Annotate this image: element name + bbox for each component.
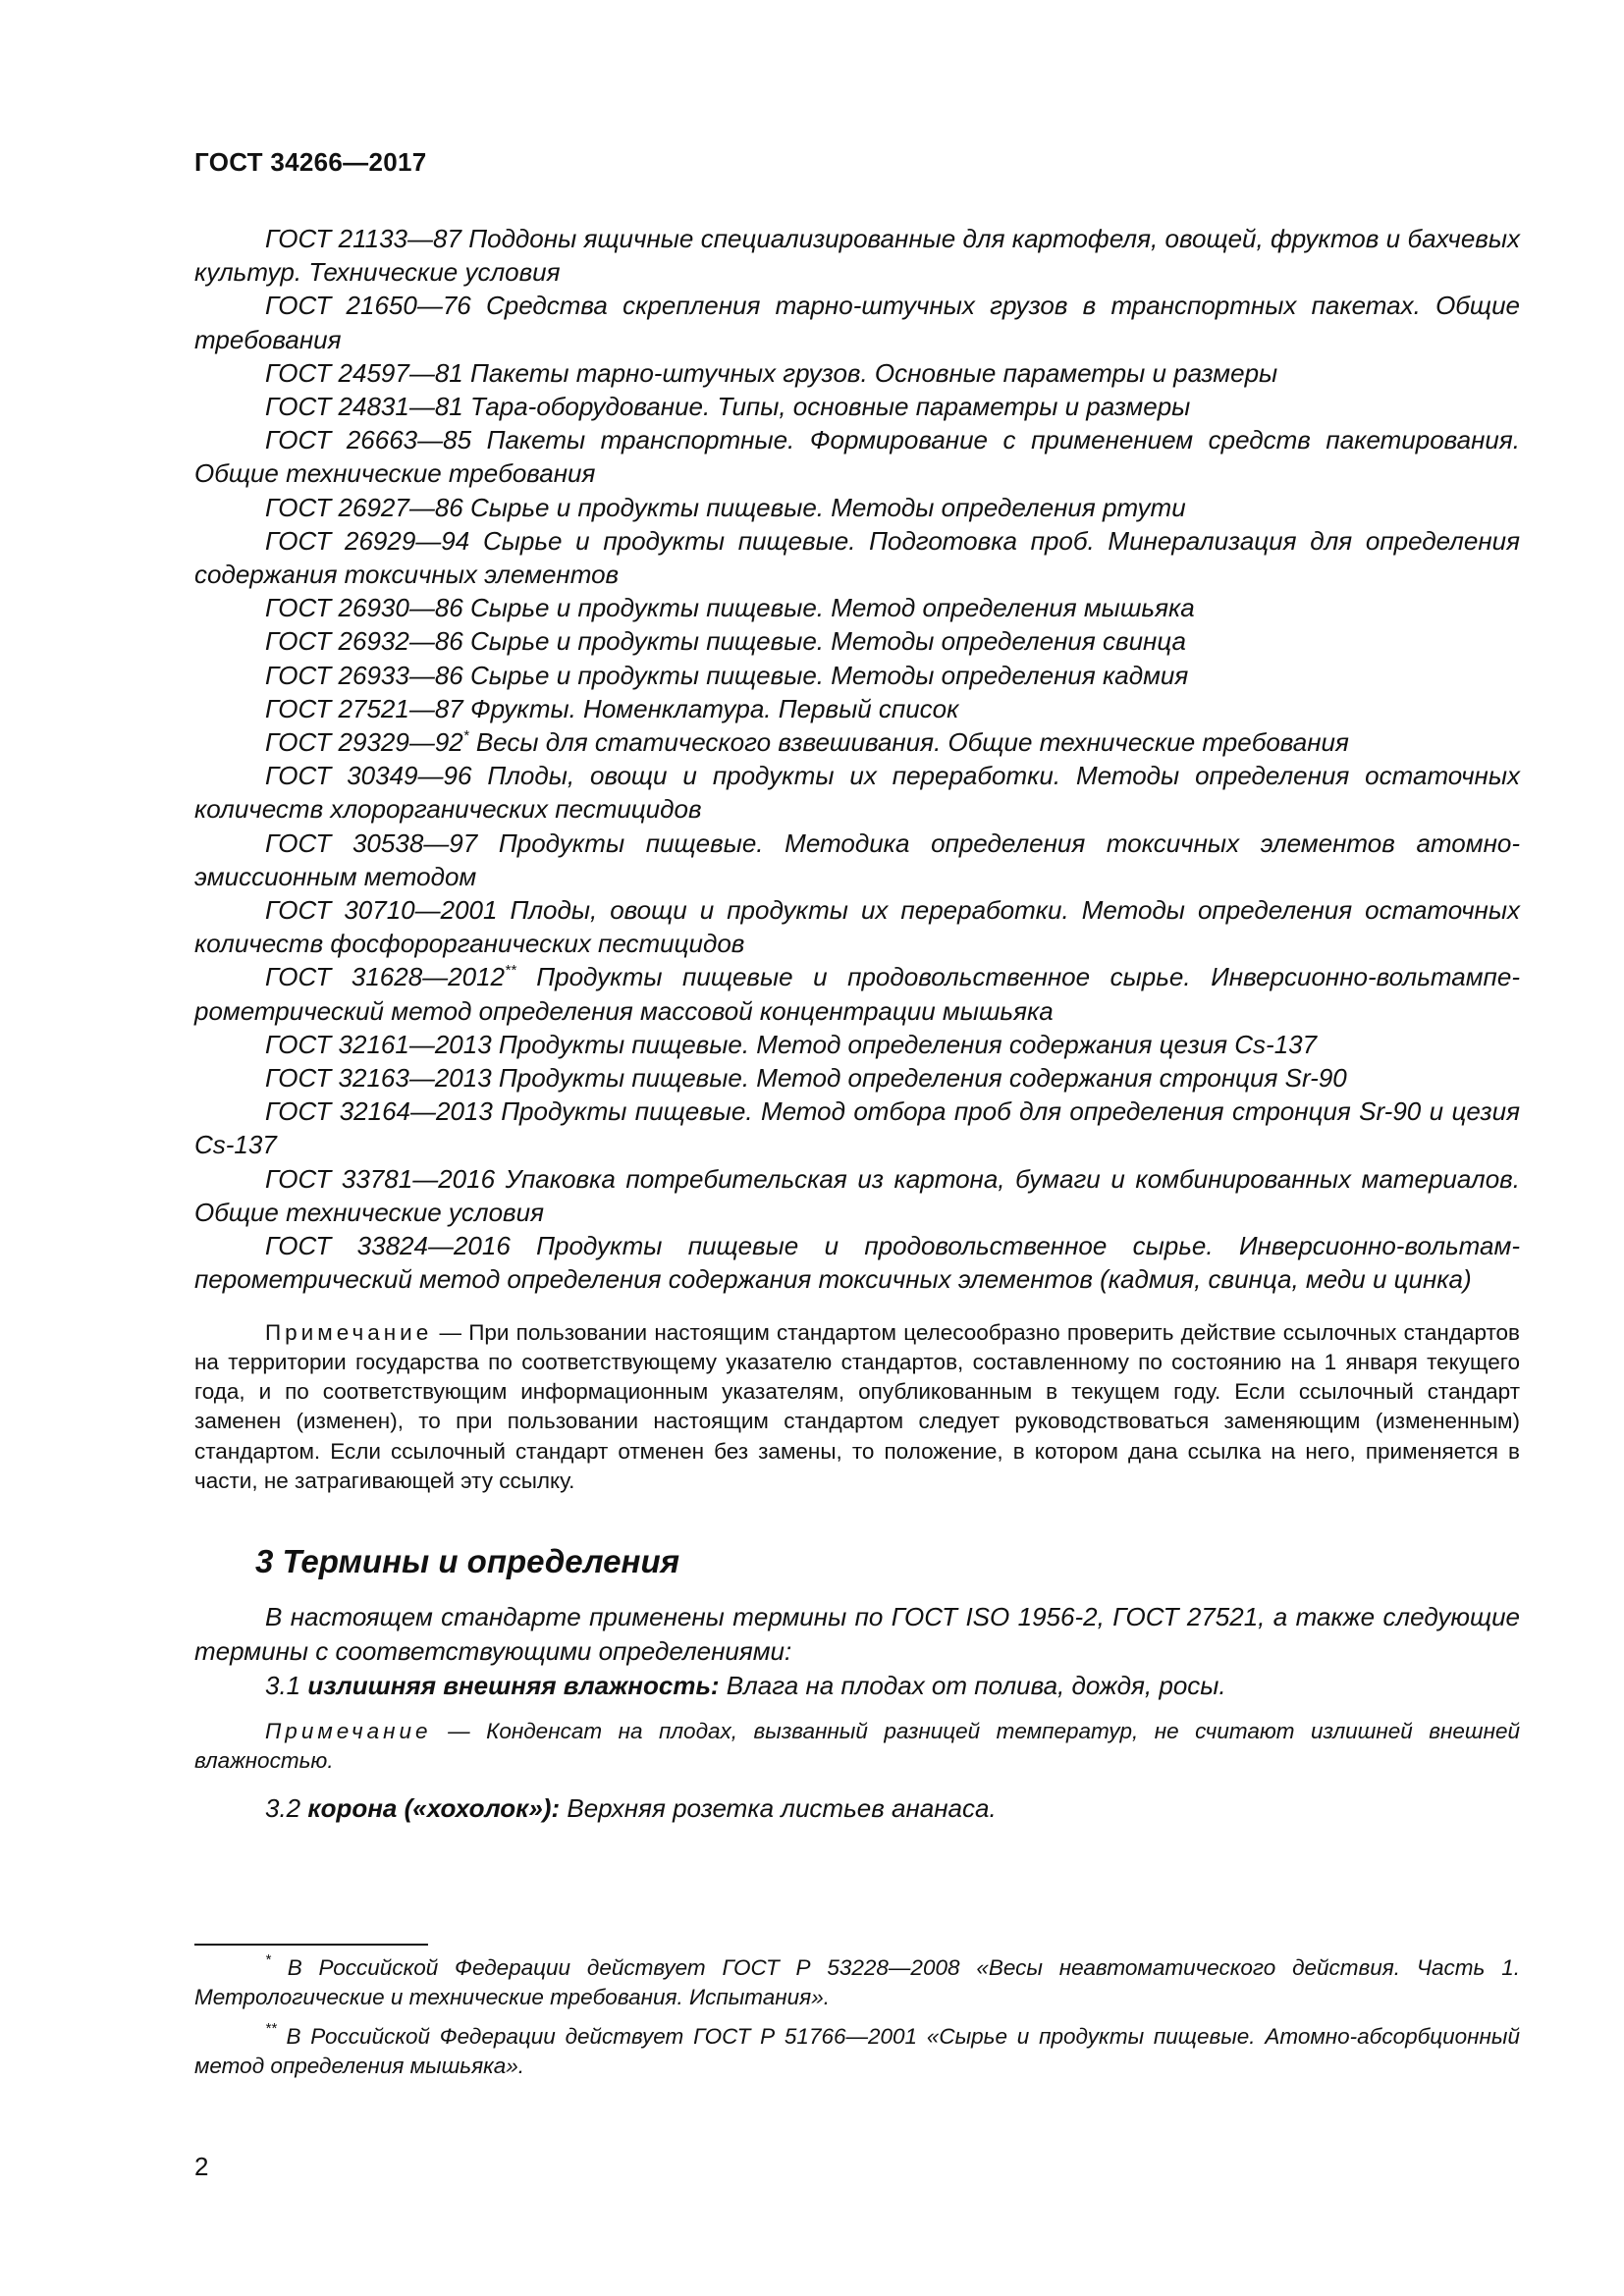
- reference-item: [194, 356, 1520, 390]
- footnote-marker: *: [462, 727, 469, 745]
- note-text: — При пользовании настоящим стандартом целесообразно проверить действие ссылочных стандартов на территории государства по соответствующему указателю стандартов, составленному по состоянию на 1 января текущего года, и по соответствующим информационным указателям, опубликованным в текущем году. Если ссылочный стандарт заменен (изменен), то при пользовании настоящим стандартом следует руководствоваться заменяющим (измененным) стандартом. Если ссылочный стандарт отменен без замены, то положение, в котором дана ссылка на него, применяется в части, не затрагивающей эту ссылку.: [194, 1319, 1520, 1493]
- reference-code: ГОСТ 26663—85: [265, 425, 472, 455]
- reference-code: ГОСТ 26929—94: [265, 525, 470, 556]
- term-number: 3.1: [265, 1671, 301, 1701]
- reference-code: ГОСТ 26933—86: [265, 660, 463, 690]
- reference-title: Продукты пищевые и продовольственное сырье. Инверсионно-вольтамперометрический метод определения массовой концентрации мышьяка: [194, 962, 1520, 1026]
- reference-item: [194, 491, 1520, 524]
- footnote-item: [194, 1953, 1520, 2012]
- reference-item: [194, 759, 1520, 826]
- reference-title: Продукты пищевые. Метод отбора проб для определения стронция Sr-90 и цезия Cs-137: [194, 1096, 1520, 1160]
- footnote-divider: [194, 1944, 428, 1946]
- term-name: корона («хохолок»):: [307, 1793, 561, 1824]
- reference-item: [194, 591, 1520, 624]
- footnote-mark: *: [265, 1951, 271, 1968]
- reference-title: Сырье и продукты пищевые. Метод определения мышьяка: [469, 593, 1195, 623]
- reference-item: [194, 659, 1520, 692]
- page-number: 2: [194, 2152, 209, 2181]
- reference-title: Тара-оборудование. Типы, основные параметры и размеры: [469, 392, 1191, 422]
- reference-title: Пакеты транспортные. Формирование с применением средств пакетирования. Общие технические требования: [194, 425, 1520, 489]
- reference-item: [194, 524, 1520, 591]
- term-3-2: [194, 1791, 1520, 1826]
- reference-item: [194, 624, 1520, 658]
- reference-title: Плоды, овощи и продукты их переработки. Методы определения остаточных количеств фосфорорганических пестицидов: [194, 895, 1520, 959]
- reference-title: Плоды, овощи и продукты их переработки. Методы определения остаточных количеств хлорорганических пестицидов: [194, 761, 1520, 825]
- reference-item: [194, 1162, 1520, 1229]
- term-name: излишняя внешняя влажность:: [307, 1671, 720, 1701]
- reference-title: Средства скрепления тарно-штучных грузов в транспортных пакетах. Общие требования: [194, 291, 1520, 354]
- reference-item: [194, 893, 1520, 960]
- reference-code: ГОСТ 21133—87: [265, 224, 461, 253]
- reference-item: [194, 1028, 1520, 1061]
- reference-code: ГОСТ 30538—97: [265, 828, 478, 858]
- reference-item: [194, 1095, 1520, 1161]
- reference-title: Сырье и продукты пищевые. Методы определения кадмия: [469, 660, 1189, 690]
- reference-code: ГОСТ 30710—2001: [265, 895, 498, 926]
- reference-title: Сырье и продукты пищевые. Методы определения ртути: [469, 492, 1186, 522]
- reference-code: ГОСТ 24597—81: [265, 357, 463, 388]
- reference-item: [194, 960, 1520, 1027]
- reference-title: Продукты пищевые. Метод определения содержания стронция Sr-90: [498, 1063, 1347, 1094]
- reference-title: Упаковка потребительская из картона, бумаги и комбинированных материалов. Общие технические условия: [194, 1163, 1520, 1227]
- reference-title: Фрукты. Номенклатура. Первый список: [469, 693, 959, 723]
- reference-title: Продукты пищевые. Метод определения содержания цезия Cs-137: [498, 1029, 1318, 1059]
- footnotes: [194, 1953, 1520, 2091]
- reference-code: ГОСТ 24831—81: [265, 392, 463, 422]
- note-label: Примечание: [265, 1719, 432, 1744]
- reference-code: ГОСТ 29329—92: [265, 727, 463, 758]
- reference-code: ГОСТ 32164—2013: [265, 1096, 493, 1127]
- reference-title: Сырье и продукты пищевые. Подготовка проб. Минерализация для определения содержания токсичных элементов: [194, 525, 1521, 590]
- reference-code: ГОСТ 26927—86: [265, 492, 463, 522]
- footnote-text: В Российской Федерации действует ГОСТ Р 51766—2001 «Сырье и продукты пищевые. Атомно-абсорбционный метод определения мышьяка».: [194, 2024, 1520, 2078]
- reference-title: Сырье и продукты пищевые. Методы определения свинца: [469, 626, 1186, 657]
- footnote-mark: **: [265, 2020, 277, 2037]
- term-definition: Верхняя розетка листьев ананаса.: [567, 1793, 997, 1824]
- reference-title: Продукты пищевые и продовольственное сырье. Инверсионно-вольтамперометрический метод определения содержания токсичных элементов (кадмия, свинца, меди и цинка): [194, 1231, 1520, 1295]
- reference-code: ГОСТ 32161—2013: [265, 1029, 492, 1059]
- reference-code: ГОСТ 26932—86: [265, 626, 463, 657]
- reference-item: [194, 423, 1520, 490]
- term-number: 3.2: [265, 1793, 301, 1824]
- reference-code: ГОСТ 27521—87: [265, 693, 463, 723]
- footnote-text: В Российской Федерации действует ГОСТ Р 53228—2008 «Весы неавтоматического действия. Часть 1. Метрологические и технические требования. Испытания».: [194, 1955, 1520, 2009]
- reference-item: [194, 1229, 1520, 1296]
- reference-item: [194, 390, 1520, 423]
- main-content: [194, 222, 1520, 1826]
- reference-item: [194, 1061, 1520, 1095]
- section-3-heading: 3 Термины и определения: [255, 1543, 680, 1580]
- note-text: — Конденсат на плодах, вызванный разницей температур, не считают излишней внешней влажностью.: [194, 1719, 1520, 1774]
- reference-code: ГОСТ 33781—2016: [265, 1163, 496, 1194]
- normative-references-list: [194, 222, 1520, 1297]
- reference-code: ГОСТ 21650—76: [265, 291, 471, 321]
- reference-code: ГОСТ 33824—2016: [265, 1231, 511, 1261]
- reference-code: ГОСТ 30349—96: [265, 761, 472, 791]
- reference-item: [194, 222, 1520, 289]
- reference-item: [194, 827, 1520, 893]
- reference-title: Весы для статического взвешивания. Общие технические требования: [475, 727, 1349, 758]
- term-3-1: [194, 1669, 1520, 1703]
- term-3-1-note: [194, 1717, 1520, 1776]
- term-definition: Влага на плодах от полива, дождя, росы.: [726, 1671, 1226, 1701]
- footnote-item: [194, 2022, 1520, 2081]
- reference-code: ГОСТ 31628—2012: [265, 962, 506, 992]
- reference-title: Продукты пищевые. Методика определения токсичных элементов атомно-эмиссионным методом: [194, 828, 1520, 891]
- note-label: Примечание: [265, 1319, 433, 1345]
- reference-code: ГОСТ 32163—2013: [265, 1063, 492, 1094]
- reference-item: [194, 289, 1520, 355]
- reference-code: ГОСТ 26930—86: [265, 593, 463, 623]
- note-paragraph: [194, 1318, 1520, 1497]
- reference-title: Пакеты тарно-штучных грузов. Основные параметры и размеры: [469, 357, 1278, 388]
- reference-title: Поддоны ящичные специализированные для картофеля, овощей, фруктов и бахчевых культур. Технические условия: [194, 224, 1521, 288]
- reference-item: [194, 725, 1520, 759]
- reference-item: [194, 692, 1520, 725]
- footnote-marker: **: [505, 962, 516, 980]
- section-3-intro: В настоящем стандарте применены термины по ГОСТ ISO 1956-2, ГОСТ 27521, а также следующие термины с соответствующими определениями:: [194, 1602, 1520, 1667]
- page-header-doc-id: ГОСТ 34266—2017: [194, 147, 427, 177]
